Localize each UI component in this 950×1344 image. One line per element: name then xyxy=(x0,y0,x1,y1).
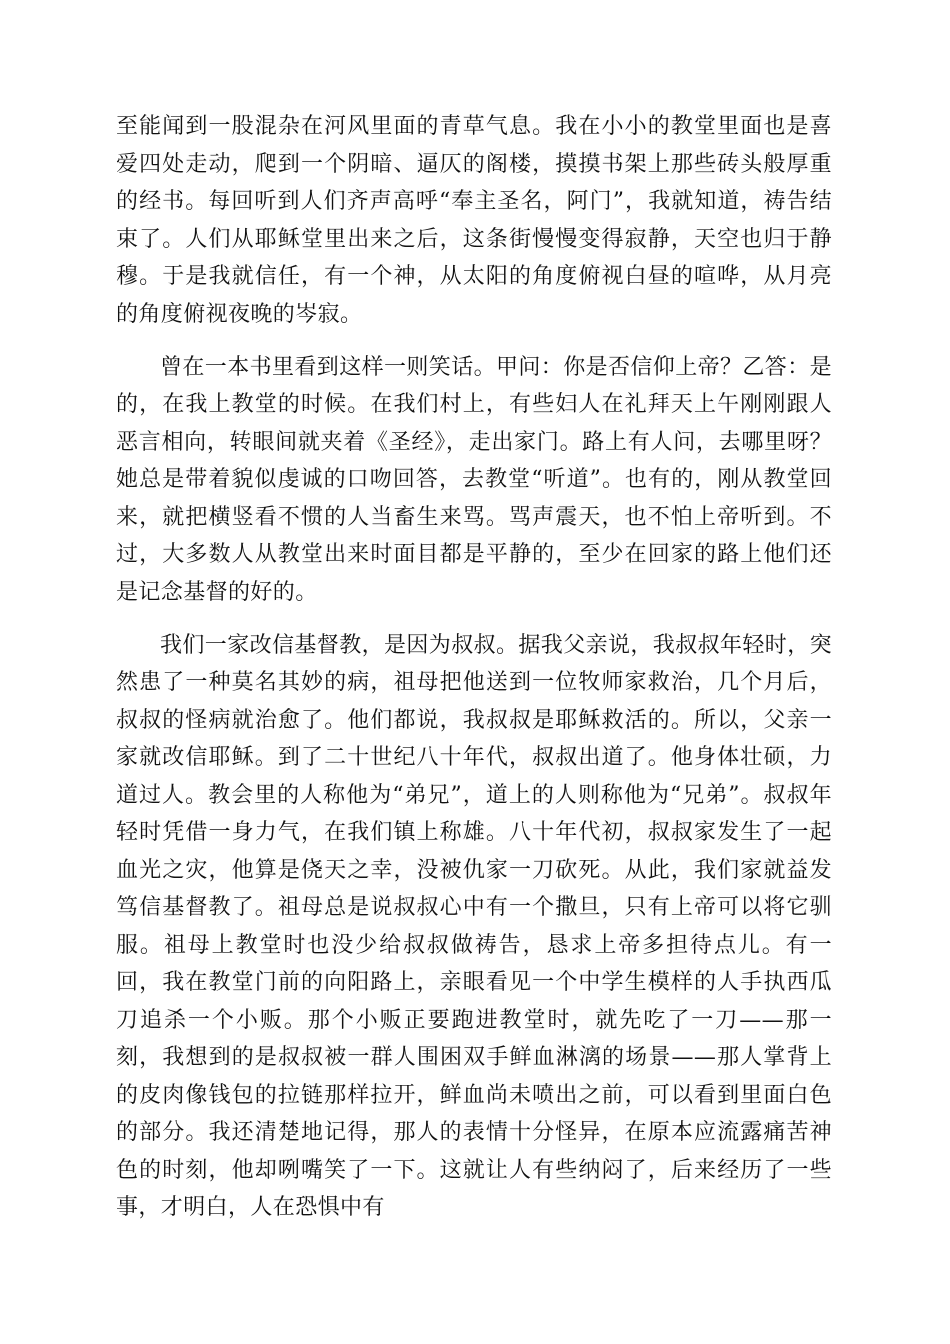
paragraph-2: 曾在一本书里看到这样一则笑话。甲问：你是否信仰上帝？乙答：是的，在我上教堂的时候。在我们村上，有些妇人在礼拜天上午刚刚跟人恶言相向，转眼间就夹着《圣经》，走出家门。路上有人问，去哪里呀？她总是带着貌似虔诚的口吻回答，去教堂“听道”。也有的，刚从教堂回来，就把横竖看不惯的人当畜生来骂。骂声震天，也不怕上帝听到。不过，大多数人从教堂出来时面目都是平静的，至少在回家的路上他们还是记念基督的好的。 xyxy=(116,354,833,605)
paragraph-1: 至能闻到一股混杂在河风里面的青草气息。我在小小的教堂里面也是喜爱四处走动，爬到一个阴暗、逼仄的阁楼，摸摸书架上那些砖头般厚重的经书。每回听到人们齐声高呼“奉主圣名，阿门”，我就知道，祷告结束了。人们从耶稣堂里出来之后，这条街慢慢变得寂静，天空也归于静穆。于是我就信任，有一个神，从太阳的角度俯视白昼的喧哗，从月亮的角度俯视夜晚的岑寂。 xyxy=(116,114,832,327)
paragraph-3: 我们一家改信基督教，是因为叔叔。据我父亲说，我叔叔年轻时，突然患了一种莫名其妙的病，祖母把他送到一位牧师家救治，几个月后，叔叔的怪病就治愈了。他们都说，我叔叔是耶稣救活的。所以，父亲一家就改信耶稣。到了二十世纪八十年代，叔叔出道了。他身体壮硕，力道过人。教会里的人称他为“弟兄”，道上的人则称他为“兄弟”。叔叔年轻时凭借一身力气，在我们镇上称雄。八十年代初，叔叔家发生了一起血光之灾，他算是侥天之幸，没被仇家一刀砍死。从此，我们家就益发笃信基督教了。祖母总是说叔叔心中有一个撒旦，只有上帝可以将它驯服。祖母上教堂时也没少给叔叔做祷告，恳求上帝多担待点儿。有一回，我在教堂门前的向阳路上，亲眼看见一个中学生模样的人手执西瓜刀追杀一个小贩。那个小贩正要跑进教堂时，就先吃了一刀——那一刻，我想到的是叔叔被一群人围困双手鲜血淋漓的场景——那人掌背上的皮肉像钱包的拉链那样拉开，鲜血尚未喷出之前，可以看到里面白色的部分。我还清楚地记得，那人的表情十分怪异，在原本应流露痛苦神色的时刻，他却咧嘴笑了一下。这就让人有些纳闷了，后来经历了一些事，才明白，人在恐惧中有 xyxy=(116,632,833,1220)
document-page xyxy=(116,108,832,1242)
